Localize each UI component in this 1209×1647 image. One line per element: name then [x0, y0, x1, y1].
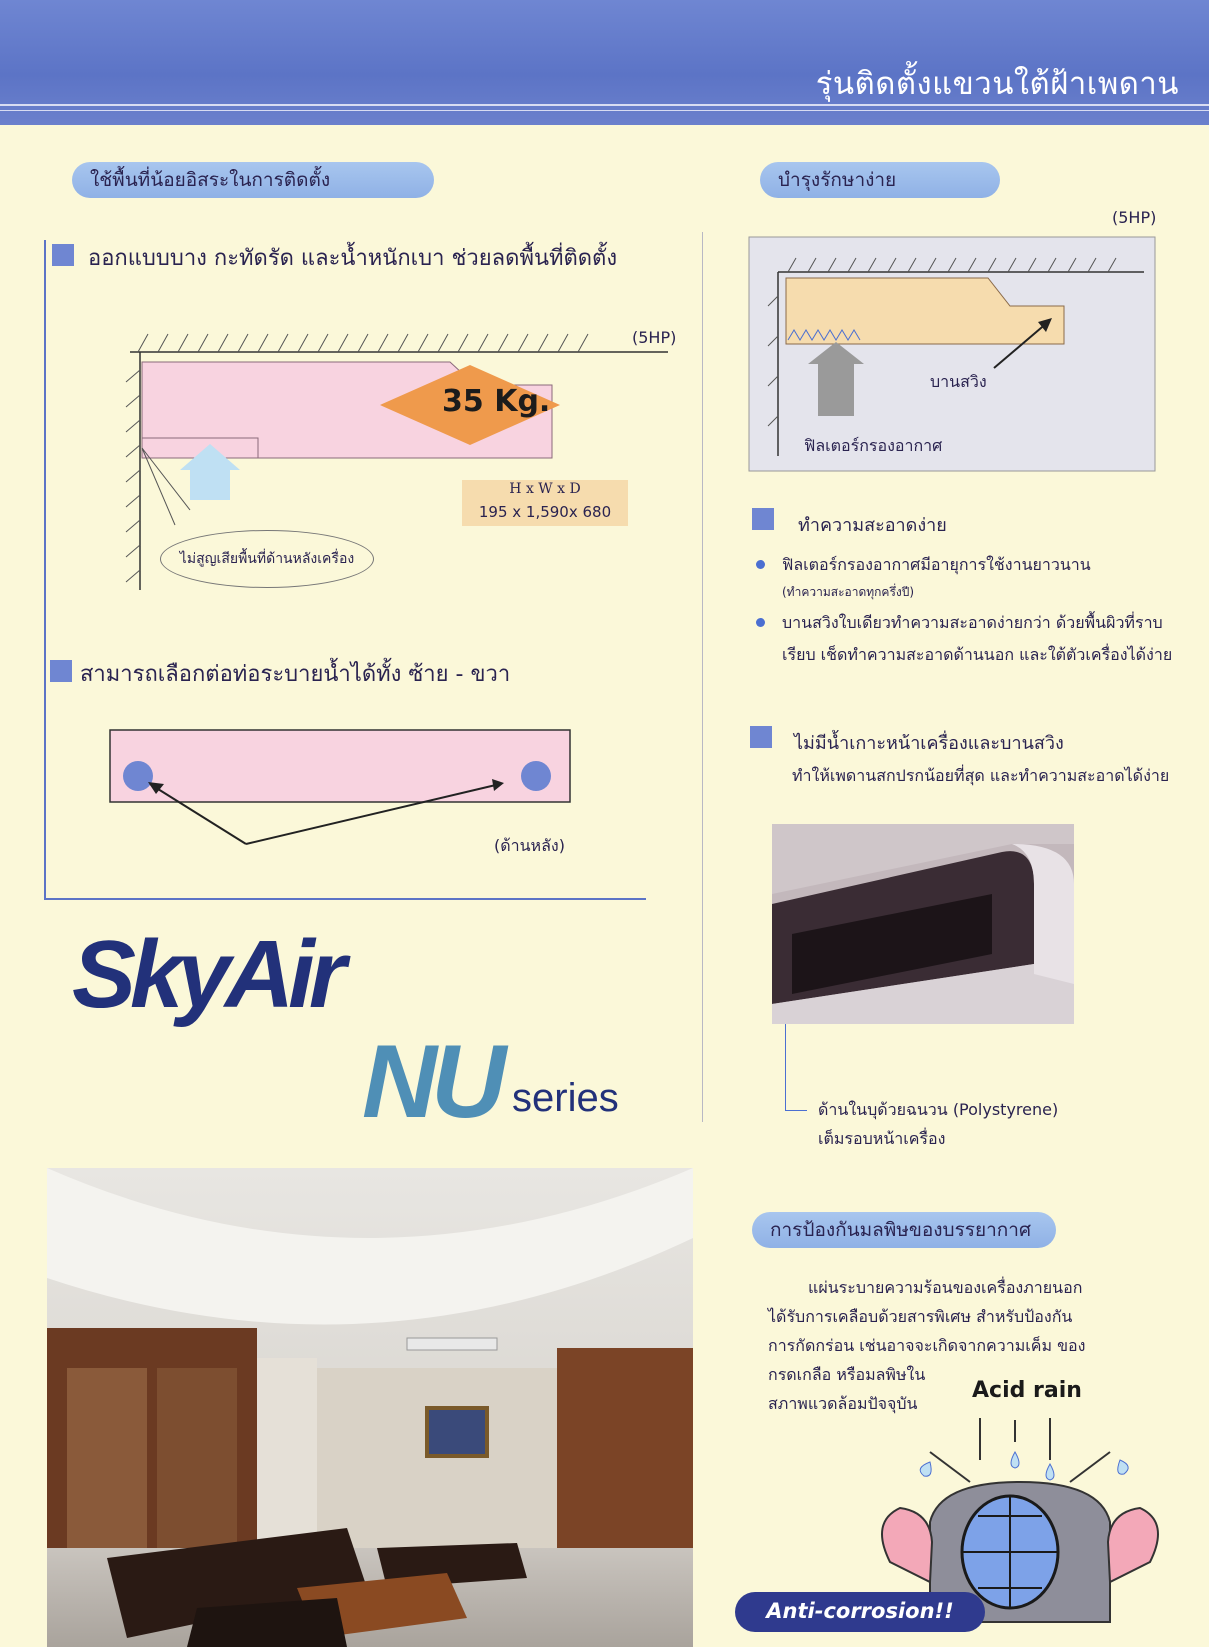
pollution-line5: สภาพแวดล้อมปัจจุบัน [768, 1394, 918, 1413]
header-rule-thin [0, 110, 1209, 111]
page-title: รุ่นติดตั้งแขวนใต้ฝ้าเพดาน [815, 66, 1179, 102]
rear-label: (ด้านหลัง) [494, 836, 565, 855]
pollution-line2: ได้รับการเคลือบด้วยสารพิเศษ สำหรับป้องกัน [768, 1307, 1073, 1326]
bullet-swing-line2: เรียบ เช็ดทำความสะอาดด้านนอก และใต้ตัวเครื่องได้ง่าย [782, 645, 1173, 664]
unit-closeup-photo [772, 824, 1074, 1024]
feature-thin-design: ออกแบบบาง กะทัดรัด และน้ำหนักเบา ช่วยลดพื้นที่ติดตั้ง [88, 246, 618, 271]
ceiling-hatch [138, 334, 588, 352]
wall-hatch [126, 370, 140, 582]
dimensions-header: H x W x D [509, 481, 581, 497]
bullet-swing-line1: บานสวิงใบเดียวทำความสะอาดง่ายกว่า ด้วยพื้นผิวที่ราบ [782, 613, 1163, 632]
insulation-callout-line [785, 1024, 786, 1110]
section-pill-maintenance: บำรุงรักษาง่าย [760, 162, 1000, 198]
pollution-line4: กรดเกลือ หรือมลพิษใน [768, 1365, 926, 1384]
left-section-rule [44, 240, 46, 900]
bullet-filter-note: (ทำความสะอาดทุกครึ่งปี) [782, 585, 915, 599]
insulation-line1: ด้านในบุด้วยฉนวน (Polystyrene) [818, 1100, 1059, 1119]
left-section-bottom-rule [44, 898, 646, 900]
hp-label: (5HP) [632, 328, 677, 347]
bullet-square [50, 660, 72, 682]
room-photo [47, 1168, 693, 1647]
pollution-line1: แผ่นระบายความร้อนของเครื่องภายนอก [808, 1278, 1083, 1297]
nu-logo: NU [362, 1024, 501, 1140]
clean-title: ทำความสะอาดง่าย [798, 515, 947, 536]
anti-corrosion-label: Anti-corrosion!! [766, 1599, 954, 1623]
column-divider [702, 232, 703, 1122]
series-label: series [512, 1076, 619, 1120]
weight-label: 35 Kg. [442, 384, 551, 419]
insulation-callout-tick [785, 1110, 807, 1111]
bullet-square [750, 726, 772, 748]
swing-label: บานสวิง [930, 372, 987, 391]
nodrip-text: ทำให้เพดานสกปรกน้อยที่สุด และทำความสะอาดได้ง่าย [792, 766, 1170, 785]
no-loss-label: ไม่สูญเสียพื้นที่ด้านหลังเครื่อง [179, 551, 355, 567]
pollution-line3: การกัดกร่อน เช่นอาจจะเกิดจากความเค็ม ของ [768, 1336, 1086, 1355]
insulation-line2: เต็มรอบหน้าเครื่อง [818, 1129, 946, 1148]
hp-label-right: (5HP) [1112, 208, 1157, 227]
bullet-dot [756, 618, 765, 627]
bullet-square [52, 244, 74, 266]
bullet-square [752, 508, 774, 530]
nodrip-title: ไม่มีน้ำเกาะหน้าเครื่องและบานสวิง [794, 733, 1064, 754]
drain-right [521, 761, 551, 791]
acid-rain-label: Acid rain [972, 1378, 1082, 1403]
section-pill-space: ใช้พื้นที่น้อยอิสระในการติดตั้ง [72, 162, 434, 198]
section-pill-pollution: การป้องกันมลพิษของบรรยากาศ [752, 1212, 1056, 1248]
drain-left [123, 761, 153, 791]
bullet-dot [756, 560, 765, 569]
skyair-logo: SkyAir [72, 921, 341, 1028]
feature-drain-both-sides: สามารถเลือกต่อท่อระบายน้ำได้ทั้ง ซ้าย - ขวา [80, 662, 511, 687]
filter-label: ฟิลเตอร์กรองอากาศ [804, 436, 943, 455]
bullet-filter-life: ฟิลเตอร์กรองอากาศมีอายุการใช้งานยาวนาน [782, 555, 1091, 574]
dimensions-values: 195 x 1,590x 680 [478, 503, 612, 521]
